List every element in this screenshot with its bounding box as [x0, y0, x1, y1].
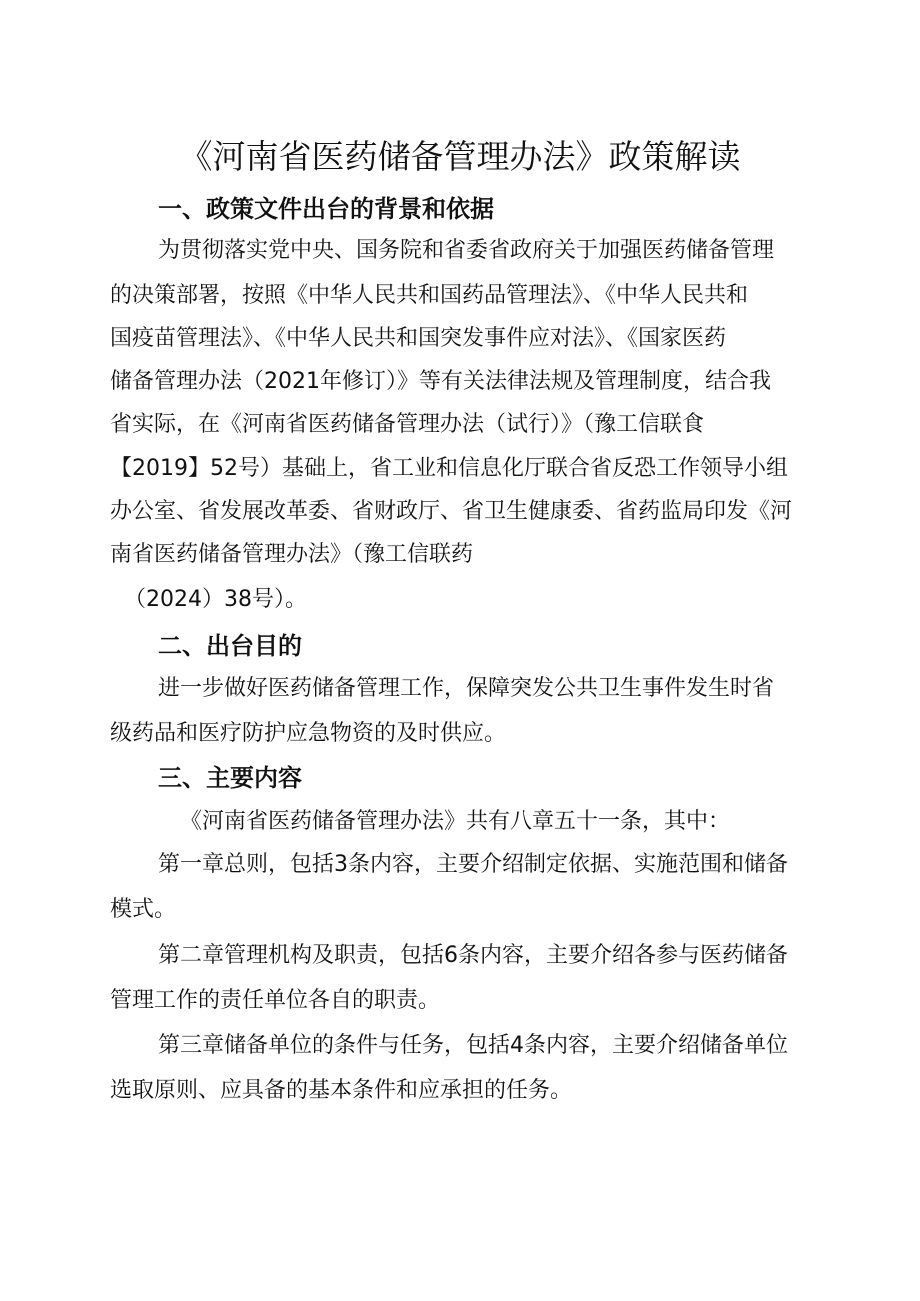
document-title: 《河南省医药储备管理办法》政策解读 [179, 137, 741, 176]
paragraph-line: 国疫苗管理法》、《中华人民共和国突发事件应对法》、《国家医药 [110, 326, 727, 351]
paragraph-line: 南省医药储备管理办法》（豫工信联药 [110, 542, 474, 567]
paragraph-line: 第三章储备单位的条件与任务，包括4条内容，主要介绍储备单位 [158, 1033, 788, 1058]
section-heading-purpose: 二、出台目的 [158, 632, 302, 660]
section-heading-main-content: 三、主要内容 [158, 764, 302, 792]
paragraph-line: 【2019】52号）基础上，省工业和信息化厅联合省反恐工作领导小组 [110, 456, 788, 481]
paragraph-line: 管理工作的责任单位各自的职责。 [110, 988, 441, 1013]
paragraph-line: 为贯彻落实党中央、国务院和省委省政府关于加强医药储备管理 [158, 238, 775, 263]
paragraph-line: 进一步做好医药储备管理工作，保障突发公共卫生事件发生时省 [158, 676, 775, 701]
section-heading-background: 一、政策文件出台的背景和依据 [158, 195, 494, 223]
paragraph-line: 第二章管理机构及职责，包括6条内容，主要介绍各参与医药储备 [158, 943, 788, 968]
paragraph-line: 级药品和医疗防护应急物资的及时供应。 [110, 721, 507, 746]
paragraph-line: 办公室、省发展改革委、省财政厅、省卫生健康委、省药监局印发《河 [110, 499, 793, 524]
paragraph-line: 储备管理办法（2021年修订）》等有关法律法规及管理制度，结合我 [110, 369, 771, 394]
paragraph-line: 第一章总则，包括3条内容，主要介绍制定依据、实施范围和储备 [158, 852, 788, 877]
paragraph-line: （2024）38号）。 [124, 587, 307, 612]
paragraph-line: 《河南省医药储备管理办法》共有八章五十一条，其中： [180, 809, 731, 834]
paragraph-line: 选取原则、应具备的基本条件和应承担的任务。 [110, 1078, 573, 1103]
paragraph-line: 的决策部署，按照《中华人民共和国药品管理法》、《中华人民共和 [110, 283, 749, 308]
paragraph-line: 模式。 [110, 897, 177, 922]
paragraph-line: 省实际，在《河南省医药储备管理办法（试行）》（豫工信联食 [110, 412, 705, 437]
